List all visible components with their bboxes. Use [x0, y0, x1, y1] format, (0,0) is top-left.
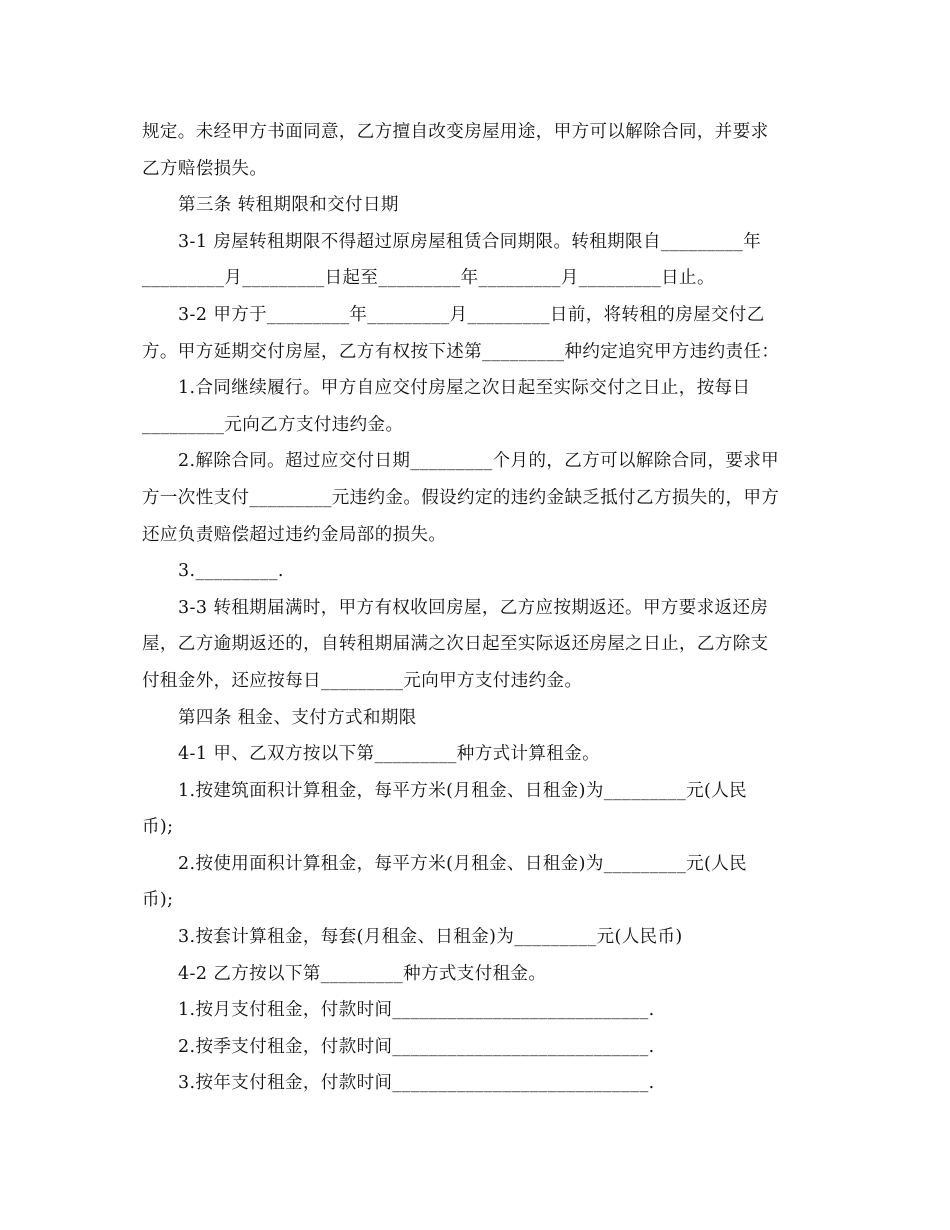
text-line: 乙方赔偿损失。 [142, 158, 268, 179]
text-line: 还应负责赔偿超过违约金局部的损失。 [142, 524, 447, 545]
list-item-line: 2.按季支付租金，付款时间____________________________. [178, 1036, 655, 1057]
clause-line: 3-3 转租期届满时，甲方有权收回房屋，乙方应按期返还。甲方要求返还房 [178, 597, 769, 618]
clause-line: 3-2 甲方于_________年_________月_________日前，将转租的房屋交付乙 [178, 304, 765, 325]
text-line: 屋，乙方逾期返还的，自转租期届满之次日起至实际返还房屋之日止，乙方除支 [142, 634, 769, 655]
clause-line: 4-2 乙方按以下第_________种方式支付租金。 [178, 963, 547, 984]
clause-line: 4-1 甲、乙双方按以下第_________种方式计算租金。 [178, 744, 600, 765]
list-item-line: 3.按套计算租金，每套(月租金、日租金)为_________元(人民币) [178, 927, 683, 948]
text-line: _________月_________日起至_________年_________月_________日止。 [142, 268, 715, 289]
text-line: 规定。未经甲方书面同意，乙方擅自改变房屋用途，甲方可以解除合同，并要求 [142, 122, 769, 142]
list-item-line: 3._________. [178, 561, 284, 582]
list-item-line: 1.合同继续履行。甲方自应交付房屋之次日起至实际交付之日止，按每日 [178, 378, 751, 399]
section-heading: 第四条 租金、支付方式和期限 [178, 707, 417, 728]
text-line: 币); [142, 890, 174, 911]
list-item-line: 2.按使用面积计算租金，每平方米(月租金、日租金)为_________元(人民 [178, 853, 748, 874]
list-item-line: 3.按年支付租金，付款时间____________________________. [178, 1073, 655, 1094]
section-heading: 第三条 转租期限和交付日期 [178, 195, 399, 216]
text-line: _________元向乙方支付违约金。 [142, 414, 404, 435]
text-line: 付租金外，还应按每日_________元向甲方支付违约金。 [142, 670, 583, 691]
text-line: 方一次性支付_________元违约金。假设约定的违约金缺乏抵付乙方损失的，甲方 [142, 487, 780, 508]
list-item-line: 1.按建筑面积计算租金，每平方米(月租金、日租金)为_________元(人民 [178, 780, 748, 801]
text-line: 币); [142, 817, 174, 838]
list-item-line: 2.解除合同。超过应交付日期_________个月的，乙方可以解除合同，要求甲 [178, 451, 780, 472]
document-body [142, 114, 810, 1102]
list-item-line: 1.按月支付租金，付款时间____________________________. [178, 1000, 655, 1021]
text-line: 方。甲方延期交付房屋，乙方有权按下述第_________种约定追究甲方违约责任： [142, 341, 780, 362]
clause-line: 3-1 房屋转租期限不得超过原房屋租赁合同期限。转租期限自_________年 [178, 231, 762, 252]
